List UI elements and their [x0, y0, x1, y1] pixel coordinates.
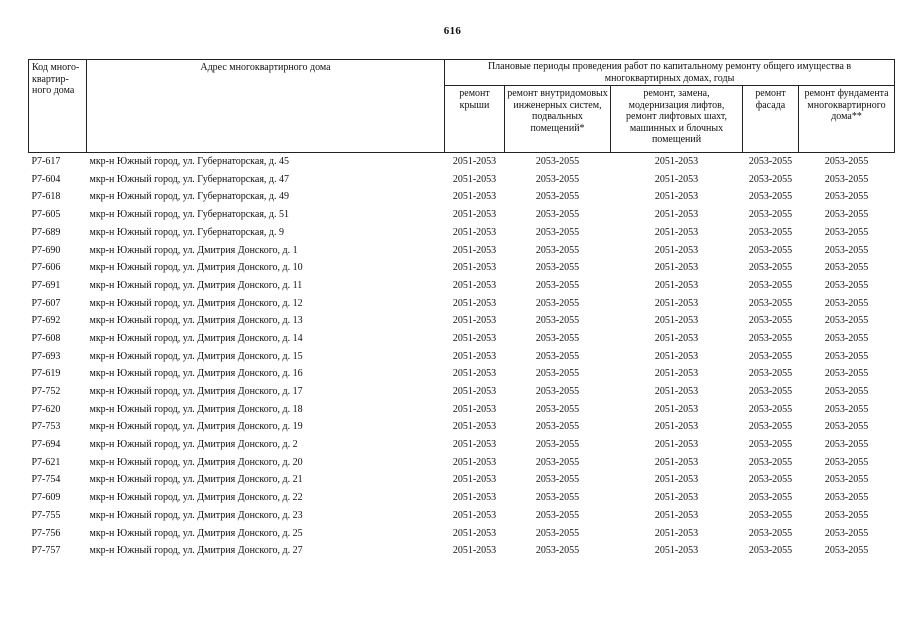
- cell-lifts: 2051-2053: [654, 386, 699, 398]
- cell-lifts: 2051-2053: [654, 315, 699, 327]
- cell-engineering: 2053-2055: [535, 456, 580, 468]
- cell-address: мкр-н Южный город, ул. Дмитрия Донского, д. 27: [89, 545, 303, 557]
- cell-address: мкр-н Южный город, ул. Дмитрия Донского, д. 22: [89, 492, 303, 504]
- table-row: [29, 188, 895, 206]
- cell-address: мкр-н Южный город, ул. Дмитрия Донского, д. 13: [89, 315, 303, 327]
- table-row: [29, 489, 895, 507]
- cell-lifts: 2051-2053: [654, 173, 699, 185]
- cell-foundation: 2053-2055: [824, 492, 869, 504]
- cell-address: мкр-н Южный город, ул. Губернаторская, д. 49: [89, 191, 290, 203]
- cell-engineering: 2053-2055: [535, 403, 580, 415]
- cell-code: Р7-693: [31, 350, 61, 362]
- cell-code: Р7-619: [31, 368, 61, 380]
- cell-roof: 2051-2053: [452, 279, 497, 291]
- column-header-address: Адрес многоквартирного дома: [87, 60, 445, 153]
- table-row: [29, 153, 895, 171]
- cell-code: Р7-692: [31, 315, 61, 327]
- cell-lifts: 2051-2053: [654, 332, 699, 344]
- cell-facade: 2053-2055: [748, 509, 793, 521]
- cell-lifts: 2051-2053: [654, 262, 699, 274]
- cell-lifts: 2051-2053: [654, 156, 699, 168]
- table-row: [29, 401, 895, 419]
- cell-engineering: 2053-2055: [535, 368, 580, 380]
- cell-code: Р7-753: [31, 421, 61, 433]
- cell-foundation: 2053-2055: [824, 332, 869, 344]
- cell-engineering: 2053-2055: [535, 474, 580, 486]
- cell-roof: 2051-2053: [452, 209, 497, 221]
- cell-foundation: 2053-2055: [824, 545, 869, 557]
- cell-code: Р7-608: [31, 332, 61, 344]
- cell-foundation: 2053-2055: [824, 315, 869, 327]
- cell-address: мкр-н Южный город, ул. Губернаторская, д. 45: [89, 156, 290, 168]
- cell-facade: 2053-2055: [748, 191, 793, 203]
- cell-facade: 2053-2055: [748, 474, 793, 486]
- capital-repair-schedule-table: [28, 59, 895, 560]
- cell-foundation: 2053-2055: [824, 421, 869, 433]
- cell-roof: 2051-2053: [452, 226, 497, 238]
- cell-code: Р7-609: [31, 492, 61, 504]
- cell-address: мкр-н Южный город, ул. Дмитрия Донского, д. 18: [89, 403, 303, 415]
- cell-foundation: 2053-2055: [824, 226, 869, 238]
- cell-roof: 2051-2053: [452, 262, 497, 274]
- cell-code: Р7-752: [31, 386, 61, 398]
- cell-engineering: 2053-2055: [535, 279, 580, 291]
- cell-foundation: 2053-2055: [824, 173, 869, 185]
- cell-roof: 2051-2053: [452, 332, 497, 344]
- cell-roof: 2051-2053: [452, 156, 497, 168]
- table-row: [29, 454, 895, 472]
- cell-foundation: 2053-2055: [824, 191, 869, 203]
- cell-lifts: 2051-2053: [654, 350, 699, 362]
- cell-facade: 2053-2055: [748, 156, 793, 168]
- table-row: [29, 206, 895, 224]
- cell-lifts: 2051-2053: [654, 492, 699, 504]
- cell-facade: 2053-2055: [748, 350, 793, 362]
- cell-engineering: 2053-2055: [535, 350, 580, 362]
- cell-facade: 2053-2055: [748, 386, 793, 398]
- cell-lifts: 2051-2053: [654, 244, 699, 256]
- table-row: [29, 507, 895, 525]
- cell-code: Р7-694: [31, 439, 61, 451]
- cell-engineering: 2053-2055: [535, 421, 580, 433]
- cell-foundation: 2053-2055: [824, 403, 869, 415]
- cell-address: мкр-н Южный город, ул. Дмитрия Донского, д. 14: [89, 332, 303, 344]
- cell-engineering: 2053-2055: [535, 439, 580, 451]
- cell-lifts: 2051-2053: [654, 439, 699, 451]
- cell-facade: 2053-2055: [748, 403, 793, 415]
- cell-roof: 2051-2053: [452, 421, 497, 433]
- cell-roof: 2051-2053: [452, 509, 497, 521]
- cell-code: Р7-606: [31, 262, 61, 274]
- cell-roof: 2051-2053: [452, 244, 497, 256]
- cell-code: Р7-607: [31, 297, 61, 309]
- cell-code: Р7-691: [31, 279, 61, 291]
- column-header-facade: ремонт фасада: [743, 86, 799, 153]
- cell-lifts: 2051-2053: [654, 456, 699, 468]
- cell-facade: 2053-2055: [748, 527, 793, 539]
- cell-lifts: 2051-2053: [654, 527, 699, 539]
- cell-code: Р7-755: [31, 509, 61, 521]
- cell-address: мкр-н Южный город, ул. Дмитрия Донского, д. 17: [89, 386, 303, 398]
- cell-lifts: 2051-2053: [654, 421, 699, 433]
- cell-roof: 2051-2053: [452, 350, 497, 362]
- table-header: [29, 60, 895, 153]
- cell-facade: 2053-2055: [748, 332, 793, 344]
- column-header-engineering: ремонт внутридомовых инженерных систем, подвальных помещений*: [505, 86, 611, 153]
- cell-facade: 2053-2055: [748, 279, 793, 291]
- cell-engineering: 2053-2055: [535, 297, 580, 309]
- cell-roof: 2051-2053: [452, 386, 497, 398]
- cell-code: Р7-690: [31, 244, 61, 256]
- cell-foundation: 2053-2055: [824, 209, 869, 221]
- cell-roof: 2051-2053: [452, 439, 497, 451]
- cell-roof: 2051-2053: [452, 368, 497, 380]
- cell-address: мкр-н Южный город, ул. Дмитрия Донского, д. 11: [89, 279, 303, 291]
- cell-address: мкр-н Южный город, ул. Дмитрия Донского, д. 1: [89, 244, 298, 256]
- cell-engineering: 2053-2055: [535, 509, 580, 521]
- cell-engineering: 2053-2055: [535, 262, 580, 274]
- table-row: [29, 241, 895, 259]
- cell-code: Р7-689: [31, 226, 61, 238]
- table-row: [29, 524, 895, 542]
- cell-foundation: 2053-2055: [824, 244, 869, 256]
- cell-roof: 2051-2053: [452, 191, 497, 203]
- cell-facade: 2053-2055: [748, 368, 793, 380]
- cell-foundation: 2053-2055: [824, 350, 869, 362]
- cell-lifts: 2051-2053: [654, 509, 699, 521]
- cell-facade: 2053-2055: [748, 315, 793, 327]
- cell-roof: 2051-2053: [452, 545, 497, 557]
- cell-code: Р7-757: [31, 545, 61, 557]
- table-row: [29, 171, 895, 189]
- column-header-foundation: ремонт фундамента многоквартирного дома**: [799, 86, 895, 153]
- cell-engineering: 2053-2055: [535, 386, 580, 398]
- cell-lifts: 2051-2053: [654, 226, 699, 238]
- table-row: [29, 348, 895, 366]
- cell-foundation: 2053-2055: [824, 368, 869, 380]
- cell-facade: 2053-2055: [748, 545, 793, 557]
- cell-lifts: 2051-2053: [654, 368, 699, 380]
- cell-lifts: 2051-2053: [654, 297, 699, 309]
- cell-roof: 2051-2053: [452, 403, 497, 415]
- cell-engineering: 2053-2055: [535, 173, 580, 185]
- cell-engineering: 2053-2055: [535, 527, 580, 539]
- cell-facade: 2053-2055: [748, 439, 793, 451]
- cell-address: мкр-н Южный город, ул. Губернаторская, д. 47: [89, 173, 290, 185]
- cell-address: мкр-н Южный город, ул. Губернаторская, д. 9: [89, 226, 285, 238]
- cell-code: Р7-621: [31, 456, 61, 468]
- cell-lifts: 2051-2053: [654, 545, 699, 557]
- cell-roof: 2051-2053: [452, 492, 497, 504]
- column-header-code: Код много-квартир-ного дома: [29, 60, 87, 153]
- cell-engineering: 2053-2055: [535, 244, 580, 256]
- cell-engineering: 2053-2055: [535, 332, 580, 344]
- cell-code: Р7-617: [31, 156, 61, 168]
- cell-lifts: 2051-2053: [654, 279, 699, 291]
- cell-foundation: 2053-2055: [824, 527, 869, 539]
- cell-foundation: 2053-2055: [824, 156, 869, 168]
- table-row: [29, 224, 895, 242]
- cell-facade: 2053-2055: [748, 209, 793, 221]
- cell-address: мкр-н Южный город, ул. Дмитрия Донского, д. 23: [89, 509, 303, 521]
- column-header-periods: Плановые периоды проведения работ по капитальному ремонту общего имущества в многоквартирных домах, годы: [445, 60, 895, 86]
- cell-facade: 2053-2055: [748, 421, 793, 433]
- cell-roof: 2051-2053: [452, 474, 497, 486]
- cell-facade: 2053-2055: [748, 226, 793, 238]
- column-header-lifts: ремонт, замена, модернизация лифтов, ремонт лифтовых шахт, машинных и блочных помещений: [611, 86, 743, 153]
- cell-facade: 2053-2055: [748, 244, 793, 256]
- cell-foundation: 2053-2055: [824, 386, 869, 398]
- column-header-roof: ремонт крыши: [445, 86, 505, 153]
- cell-lifts: 2051-2053: [654, 209, 699, 221]
- table-row: [29, 277, 895, 295]
- table-row: [29, 295, 895, 313]
- table-row: [29, 330, 895, 348]
- cell-code: Р7-605: [31, 209, 61, 221]
- cell-roof: 2051-2053: [452, 297, 497, 309]
- table-row: [29, 418, 895, 436]
- table-row: [29, 542, 895, 560]
- table-row: [29, 383, 895, 401]
- cell-address: мкр-н Южный город, ул. Дмитрия Донского, д. 21: [89, 474, 303, 486]
- cell-lifts: 2051-2053: [654, 403, 699, 415]
- cell-facade: 2053-2055: [748, 456, 793, 468]
- cell-engineering: 2053-2055: [535, 492, 580, 504]
- cell-code: Р7-620: [31, 403, 61, 415]
- cell-roof: 2051-2053: [452, 315, 497, 327]
- page-number: 616: [443, 25, 462, 37]
- cell-address: мкр-н Южный город, ул. Дмитрия Донского, д. 12: [89, 297, 303, 309]
- cell-foundation: 2053-2055: [824, 456, 869, 468]
- cell-facade: 2053-2055: [748, 173, 793, 185]
- cell-engineering: 2053-2055: [535, 191, 580, 203]
- cell-address: мкр-н Южный город, ул. Дмитрия Донского, д. 15: [89, 350, 303, 362]
- cell-address: мкр-н Южный город, ул. Дмитрия Донского, д. 25: [89, 527, 303, 539]
- cell-engineering: 2053-2055: [535, 156, 580, 168]
- cell-facade: 2053-2055: [748, 262, 793, 274]
- cell-lifts: 2051-2053: [654, 474, 699, 486]
- cell-address: мкр-н Южный город, ул. Дмитрия Донского, д. 20: [89, 456, 303, 468]
- cell-lifts: 2051-2053: [654, 191, 699, 203]
- table-row: [29, 471, 895, 489]
- cell-engineering: 2053-2055: [535, 209, 580, 221]
- cell-facade: 2053-2055: [748, 297, 793, 309]
- cell-code: Р7-618: [31, 191, 61, 203]
- table-row: [29, 365, 895, 383]
- cell-engineering: 2053-2055: [535, 545, 580, 557]
- cell-roof: 2051-2053: [452, 527, 497, 539]
- table-body: [29, 153, 895, 560]
- cell-code: Р7-604: [31, 173, 61, 185]
- cell-foundation: 2053-2055: [824, 279, 869, 291]
- cell-address: мкр-н Южный город, ул. Губернаторская, д. 51: [89, 209, 290, 221]
- cell-address: мкр-н Южный город, ул. Дмитрия Донского, д. 19: [89, 421, 303, 433]
- cell-foundation: 2053-2055: [824, 474, 869, 486]
- cell-foundation: 2053-2055: [824, 439, 869, 451]
- cell-code: Р7-754: [31, 474, 61, 486]
- cell-facade: 2053-2055: [748, 492, 793, 504]
- cell-engineering: 2053-2055: [535, 315, 580, 327]
- cell-foundation: 2053-2055: [824, 509, 869, 521]
- table-row: [29, 436, 895, 454]
- cell-roof: 2051-2053: [452, 173, 497, 185]
- cell-foundation: 2053-2055: [824, 262, 869, 274]
- table-row: [29, 312, 895, 330]
- cell-foundation: 2053-2055: [824, 297, 869, 309]
- cell-address: мкр-н Южный город, ул. Дмитрия Донского, д. 2: [89, 439, 298, 451]
- cell-engineering: 2053-2055: [535, 226, 580, 238]
- cell-roof: 2051-2053: [452, 456, 497, 468]
- cell-address: мкр-н Южный город, ул. Дмитрия Донского, д. 16: [89, 368, 303, 380]
- cell-address: мкр-н Южный город, ул. Дмитрия Донского, д. 10: [89, 262, 303, 274]
- cell-code: Р7-756: [31, 527, 61, 539]
- table-row: [29, 259, 895, 277]
